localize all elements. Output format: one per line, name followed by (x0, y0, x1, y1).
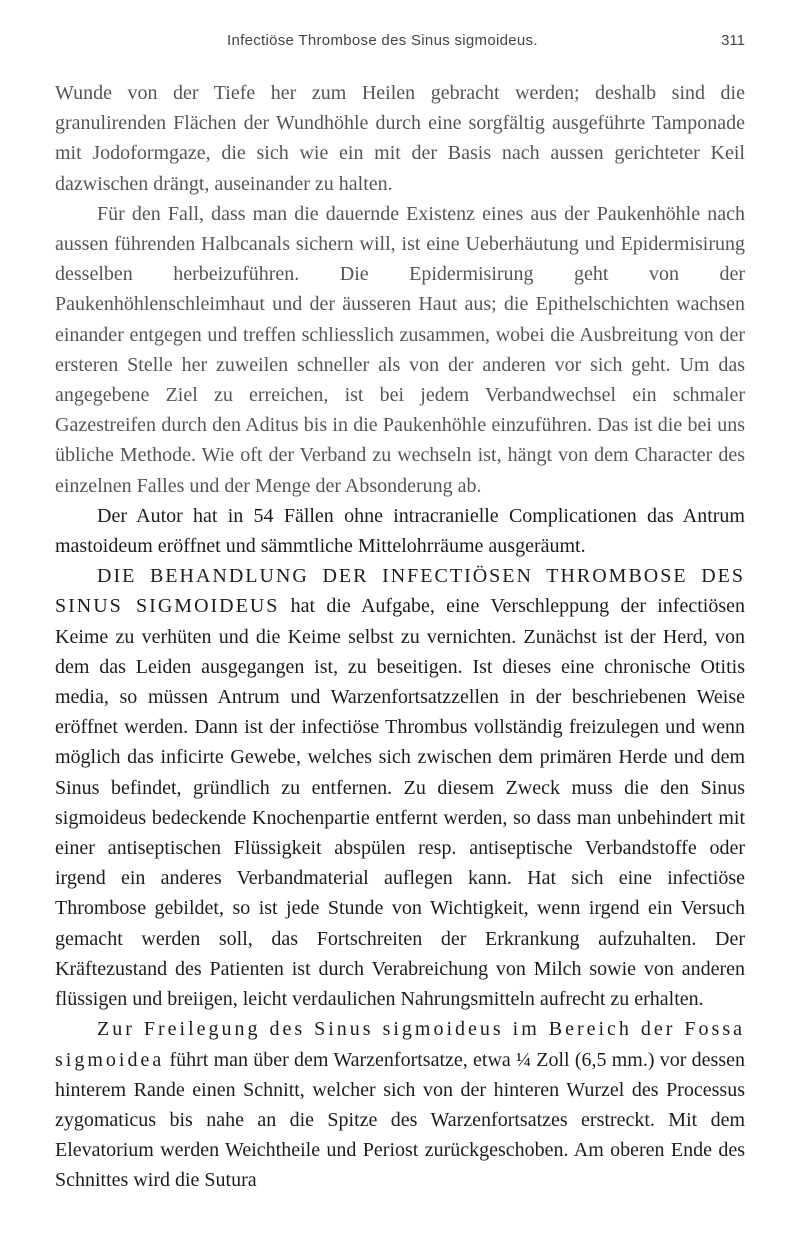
exposure-text: führt man über dem Warzenfortsatze, etwa ¼ Zoll (6,5 mm.) vor dessen hinterem Rande einen Schnitt, welcher sich von der hinteren Wurzel des Processus zygomaticus bis nahe an die Spitze des Warzenfortsatzes erstreckt. Mit dem Elevatorium werden Weichtheile und Periost zurückgeschoben. Am oberen Ende des Schnittes wird die Sutura (55, 1048, 745, 1192)
paragraph-author-cases: Der Autor hat in 54 Fällen ohne intracranielle Complicationen das Antrum mastoideum eröffnet und sämmtliche Mittelohrräume ausgeräumt. (55, 504, 745, 558)
paragraph-treatment (55, 561, 745, 1014)
running-head (55, 28, 745, 58)
page-number: 311 (721, 32, 745, 49)
treatment-heading: DIE BEHANDLUNG DER INFECTIÖSEN THROMBOSE DES SINUS SIGMOIDEUS (55, 565, 745, 618)
paragraph-exposure (55, 1014, 745, 1195)
treatment-text: hat die Aufgabe, eine Verschleppung der infectiösen Keime zu verhüten und die Keime selbst zu vernichten. Zunächst ist der Herd, von dem das Leiden ausgegangen ist, zu beseitigen. Ist dieses eine chronische Otitis media, so müssen Antrum und Warzenfortsatzzellen in der beschriebenen Weise eröffnet werden. Dann ist der infectiöse Thrombus vollständig freizulegen und wenn möglich das inficirte Gewebe, welches sich zwischen dem primären Herde und dem Sinus befindet, gründlich zu entfernen. Zu diesem Zweck muss die den Sinus sigmoideus bedeckende Knochenpartie entfernt werden, so dass man unbehindert mit einer antiseptischen Flüssigkeit abspülen resp. antiseptische Verbandstoffe oder irgend ein anderes Verbandmaterial auflegen kann. Hat sich eine infectiöse Thrombose gebildet, so ist jede Stunde von Wichtigkeit, wenn irgend ein Versuch gemacht werden soll, das Fortschreiten der Erkrankung aufzuhalten. Der Kräftezustand des Patienten ist durch Verabreichung von Milch sowie von anderen flüssigen und breiigen, leicht verdaulichen Nahrungsmitteln aufrecht zu erhalten. (55, 595, 745, 1011)
paragraph-wound-healing: Wunde von der Tiefe her zum Heilen gebracht werden; deshalb sind die granulirenden Flächen der Wundhöhle durch eine sorgfältig ausgeführte Tamponade mit Jodoformgaze, die sich wie ein mit der Basis nach aussen gerichteter Keil dazwischen drängt, auseinander zu halten. (55, 82, 745, 195)
paragraph-epidermisation: Für den Fall, dass man die dauernde Existenz eines aus der Paukenhöhle nach aussen führenden Halbcanals sichern will, ist eine Ueberhäutung und Epidermisirung desselben herbeizuführen. Die Epidermisirung geht von der Paukenhöhlenschleimhaut und der äusseren Haut aus; die Epithelschichten wachsen einander entgegen und treffen schliesslich zusammen, wobei die Ausbreitung von der ersteren Stelle her zuweilen schneller als von der anderen vor sich geht. Um das angegebene Ziel zu erreichen, ist bei jedem Verbandwechsel ein schmaler Gazestreifen durch den Aditus bis in die Paukenhöhle einzuführen. Das ist die bei uns übliche Methode. Wie oft der Verband zu wechseln ist, hängt von dem Character des einzelnen Falles und der Menge der Absonderung ab. (55, 202, 745, 497)
document-page (55, 28, 745, 1196)
exposure-heading: Zur Freilegung des Sinus sigmoideus im Bereich der Fossa sigmoidea (55, 1018, 745, 1071)
running-title: Infectiöse Thrombose des Sinus sigmoideus. (227, 32, 538, 49)
